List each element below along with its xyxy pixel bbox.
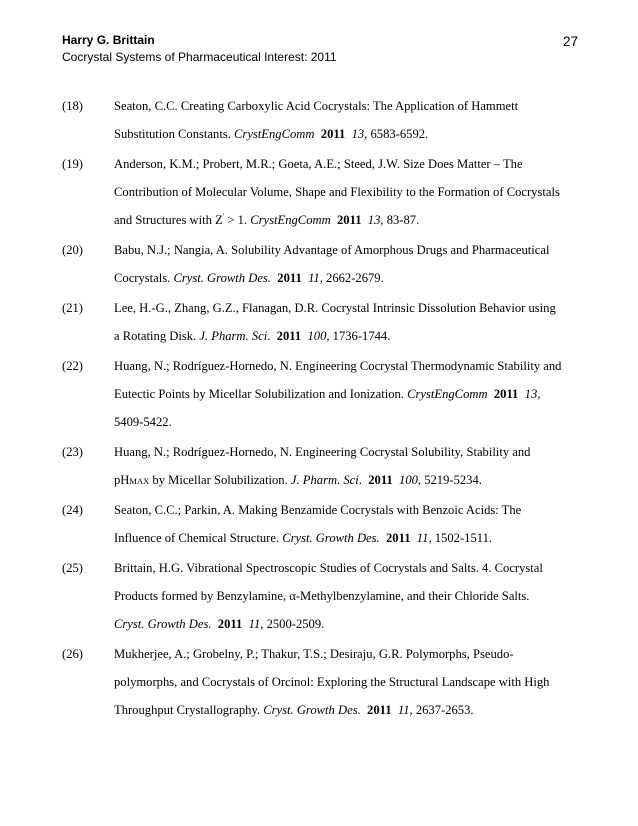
reference-number: (18) <box>62 99 83 113</box>
reference-text: Products formed by Benzylamine, α-Methylbenzylamine, and their Chloride Salts. <box>114 589 530 603</box>
reference-text: Cocrystals. <box>114 271 174 285</box>
pages: , 2662-2679. <box>319 271 384 285</box>
reference-text: pH <box>114 473 130 487</box>
journal-name: Cryst. Growth Des. <box>263 703 361 717</box>
journal-name: J. Pharm. Sci <box>290 473 359 487</box>
year: 2011 <box>386 531 411 545</box>
reference-text: Eutectic Points by Micellar Solubilization and Ionization. <box>114 387 408 401</box>
pages: , 2637-2653. <box>409 703 474 717</box>
year: 2011 <box>368 473 393 487</box>
reference-citation <box>114 380 582 408</box>
reference-item <box>62 352 582 436</box>
pages: , 83-87. <box>380 213 420 227</box>
reference-citation: pHMAX by Micellar Solubilization. J. Pharm. Sci. 2011 100, 5219-5234. <box>114 473 482 487</box>
reference-list <box>62 92 582 726</box>
reference-item <box>62 92 582 148</box>
reference-text: 5409-5422. <box>114 415 172 429</box>
reference-item <box>62 496 582 552</box>
volume: 13 <box>367 213 381 227</box>
reference-text: Seaton, C.C. Creating Carboxylic Acid Cocrystals: The Application of Hammett <box>114 99 519 113</box>
reference-number: (19) <box>62 157 83 171</box>
volume: 11 <box>248 617 261 631</box>
reference-text: polymorphs, and Cocrystals of Orcinol: Exploring the Structural Landscape with High <box>114 675 550 689</box>
superscript: ' <box>222 211 225 221</box>
reference-item <box>62 236 582 292</box>
volume: 13 <box>351 127 365 141</box>
reference-text: Throughput Crystallography. <box>114 703 264 717</box>
reference-item <box>62 438 582 494</box>
pages: , 1502-1511. <box>428 531 493 545</box>
reference-citation <box>114 206 582 234</box>
year: 2011 <box>277 271 302 285</box>
journal-name: Cryst. Growth Des. <box>114 617 212 631</box>
page-header <box>62 32 578 66</box>
subscript: MAX <box>129 476 150 486</box>
reference-text: Substitution Constants. <box>114 127 235 141</box>
document-subtitle: Cocrystal Systems of Pharmaceutical Interest: 2011 <box>62 50 337 64</box>
reference-citation <box>114 120 582 148</box>
journal-name: Cryst. Growth Des. <box>173 271 271 285</box>
pages: , 1736-1744. <box>326 329 391 343</box>
reference-text: Mukherjee, A.; Grobelny, P.; Thakur, T.S.; Desiraju, G.R. Polymorphs, Pseudo- <box>114 647 514 661</box>
volume: 11 <box>308 271 320 285</box>
journal-name: Cryst. Growth Des. <box>282 531 380 545</box>
reference-text: and Structures with Z <box>114 213 223 227</box>
reference-text: Seaton, C.C.; Parkin, A. Making Benzamide Cocrystals with Benzoic Acids: The <box>114 503 522 517</box>
reference-text: Contribution of Molecular Volume, Shape and Flexibility to the Formation of Cocrystals <box>114 185 560 199</box>
reference-item <box>62 640 582 724</box>
reference-item <box>62 554 582 638</box>
reference-text: Lee, H.-G., Zhang, G.Z., Flanagan, D.R. Cocrystal Intrinsic Dissolution Behavior using <box>114 301 556 315</box>
reference-text: Babu, N.J.; Nangia, A. Solubility Advantage of Amorphous Drugs and Pharmaceutical <box>114 243 550 257</box>
reference-text: Brittain, H.G. Vibrational Spectroscopic Studies of Cocrystals and Salts. 4. Cocrystal <box>114 561 543 575</box>
volume: 100 <box>399 473 418 487</box>
reference-citation: a Rotating Disk. J. Pharm. Sci. 2011 100, 1736-1744. <box>114 329 391 343</box>
journal-name: J. Pharm. Sci <box>199 329 268 343</box>
reference-text: Huang, N.; Rodríguez-Hornedo, N. Engineering Cocrystal Thermodynamic Stability and <box>114 359 562 373</box>
pages: , 6583-6592. <box>364 127 429 141</box>
reference-text: > 1. <box>224 213 251 227</box>
reference-citation <box>114 696 582 724</box>
year: 2011 <box>217 617 243 631</box>
pages: , 5219-5234. <box>417 473 482 487</box>
reference-text: Huang, N.; Rodríguez-Hornedo, N. Engineering Cocrystal Solubility, Stability and <box>114 445 531 459</box>
year: 2011 <box>367 703 392 717</box>
year: 2011 <box>493 387 519 401</box>
reference-number: (25) <box>62 561 83 575</box>
year: 2011 <box>337 213 362 227</box>
reference-citation <box>114 524 582 552</box>
reference-number: (26) <box>62 647 83 661</box>
author-name: Harry G. Brittain <box>62 33 155 47</box>
year: 2011 <box>276 329 302 343</box>
reference-text: Anderson, K.M.; Probert, M.R.; Goeta, A.E.; Steed, J.W. Size Does Matter – The <box>114 157 523 171</box>
pages: , 2500-2509. <box>260 617 325 631</box>
journal-name: CrystEngComm <box>234 127 315 141</box>
volume: 11 <box>416 531 429 545</box>
volume: 13 <box>524 387 538 401</box>
reference-number: (22) <box>62 359 83 373</box>
reference-number: (21) <box>62 301 83 315</box>
volume: 11 <box>397 703 410 717</box>
reference-text: a Rotating Disk. <box>114 329 200 343</box>
page-number: 27 <box>562 34 578 49</box>
reference-text: Influence of Chemical Structure. <box>114 531 283 545</box>
volume: 100 <box>307 329 327 343</box>
reference-number: (24) <box>62 503 83 517</box>
year: 2011 <box>320 127 346 141</box>
reference-item <box>62 294 582 350</box>
journal-name: CrystEngComm <box>250 213 331 227</box>
journal-name: CrystEngComm <box>407 387 488 401</box>
reference-number: (23) <box>62 445 83 459</box>
reference-text: by Micellar Solubilization. <box>149 473 291 487</box>
reference-citation <box>114 264 582 292</box>
reference-item <box>62 150 582 234</box>
reference-citation <box>114 610 582 638</box>
pages: , <box>537 387 541 401</box>
reference-number: (20) <box>62 243 83 257</box>
